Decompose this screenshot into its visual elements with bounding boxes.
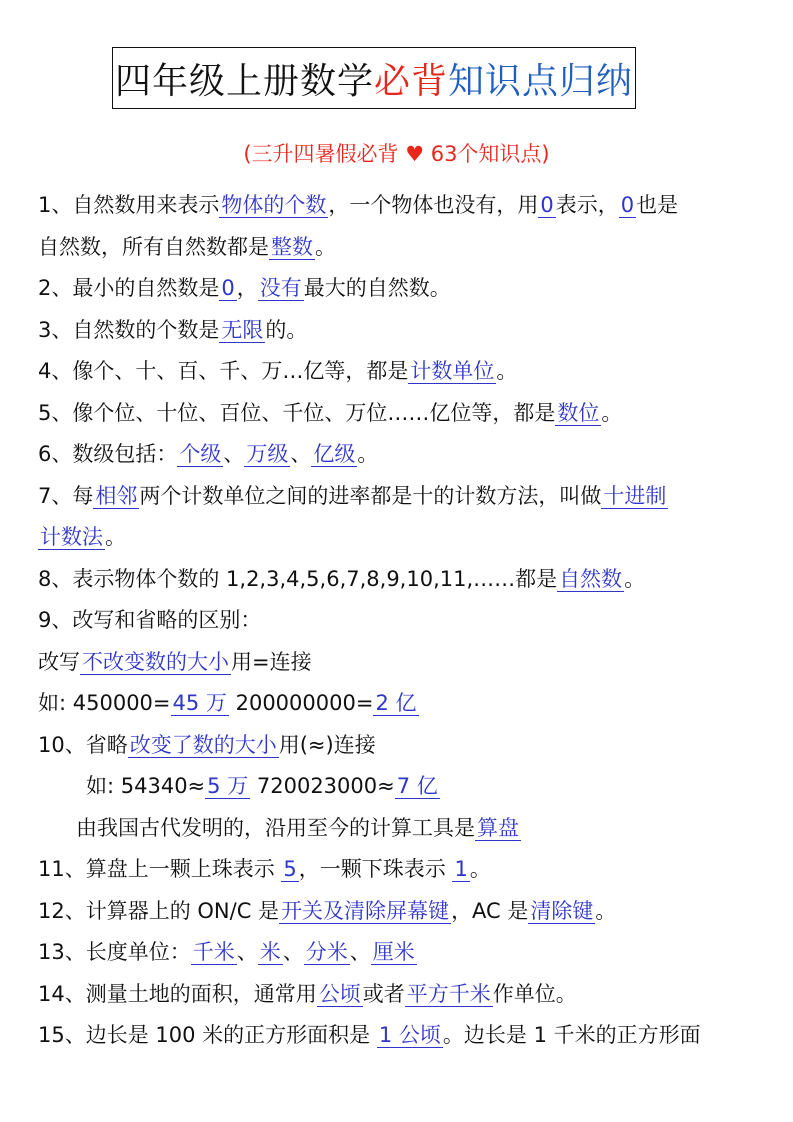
answer-blank: 无限 — [221, 318, 264, 342]
line-text: 作单位。 — [492, 982, 577, 1006]
answer-blank: 数位 — [557, 401, 600, 425]
line-text: 4、像个、十、百、千、万…亿等，都是 — [38, 359, 409, 383]
line-text: ，一个物体也没有，用 — [328, 193, 539, 217]
answer-blank: 计数法 — [40, 525, 103, 549]
knowledge-line — [38, 398, 622, 428]
line-text: 200000000= — [228, 691, 374, 715]
line-text: 15、边长是 100 米的正方形面积是 — [38, 1023, 377, 1047]
answer-blank: 千米 — [192, 940, 235, 964]
answer-blank: 改变了数的大小 — [129, 733, 277, 757]
answer-blank: 没有 — [259, 276, 302, 300]
line-text: 。 — [601, 401, 623, 425]
line-text: 。 — [357, 442, 379, 466]
knowledge-line — [38, 522, 126, 552]
subtitle: (三升四暑假必背 ♥ 63个知识点) — [243, 142, 550, 166]
title-part-3: 知识点归纳 — [448, 60, 634, 102]
answer-blank: 1 公顷 — [378, 1023, 441, 1047]
answer-blank: 计数单位 — [410, 359, 495, 383]
answer-blank: 算盘 — [477, 816, 519, 840]
answer-blank: 7 亿 — [396, 774, 438, 798]
answer-blank: 个级 — [179, 442, 222, 466]
knowledge-line — [38, 854, 491, 884]
answer-blank: 公顷 — [318, 982, 361, 1006]
line-text: 也是 — [636, 193, 679, 217]
line-text: 11、算盘上一颗上珠表示 — [38, 857, 282, 881]
line-text: 由我国古代发明的，沿用至今的计算工具是 — [76, 816, 475, 840]
answer-blank: 0 — [540, 193, 554, 217]
line-text: 。 — [496, 359, 518, 383]
knowledge-line — [38, 647, 312, 677]
line-text: 两个计数单位之间的进率都是十的计数方法，叫做 — [139, 484, 602, 508]
line-text: 自然数，所有自然数都是 — [38, 235, 269, 259]
line-text: 、 — [349, 940, 371, 964]
line-text: 13、长度单位： — [38, 940, 191, 964]
line-text: 。 — [469, 857, 491, 881]
answer-blank: 自然数 — [559, 567, 623, 591]
title-box — [112, 47, 636, 109]
knowledge-line — [86, 771, 440, 801]
line-text: 表示， — [555, 193, 619, 217]
line-text: 、 — [282, 940, 304, 964]
line-text: 、 — [223, 442, 245, 466]
line-text: 。 — [624, 567, 646, 591]
title-part-2: 必背 — [373, 60, 448, 102]
line-text: 用=连接 — [231, 650, 312, 674]
answer-blank: 米 — [259, 940, 281, 964]
line-text: 1、自然数用来表示 — [38, 193, 220, 217]
title-part-1: 四年级上册数学 — [114, 60, 374, 102]
knowledge-line — [38, 273, 451, 303]
answer-blank: 不改变数的大小 — [82, 650, 229, 674]
line-text: 5、像个位、十位、百位、千位、万位……亿位等，都是 — [38, 401, 556, 425]
knowledge-line — [38, 315, 307, 345]
line-text: 8、表示物体个数的 1,2,3,4,5,6,7,8,9,10,11,……都是 — [38, 567, 558, 591]
answer-blank: 分米 — [305, 940, 348, 964]
line-text: 、 — [290, 442, 312, 466]
knowledge-line — [38, 439, 378, 469]
line-text: 7、每 — [38, 484, 94, 508]
answer-blank: 5 万 — [207, 774, 249, 798]
answer-blank: 相邻 — [95, 484, 138, 508]
line-text: ，一颗下珠表示 — [298, 857, 453, 881]
answer-blank: 整数 — [271, 235, 313, 259]
knowledge-line — [38, 937, 417, 967]
line-text: 12、计算器上的 ON/C 是 — [38, 899, 280, 923]
knowledge-line — [38, 190, 678, 220]
answer-blank: 0 — [221, 276, 235, 300]
knowledge-line — [38, 481, 668, 511]
line-text: 14、测量土地的面积，通常用 — [38, 982, 317, 1006]
line-text: 、 — [236, 940, 258, 964]
answer-blank: 物体的个数 — [221, 193, 327, 217]
answer-blank: 亿级 — [313, 442, 356, 466]
answer-blank: 0 — [620, 193, 635, 217]
line-text: 。 — [105, 525, 126, 549]
knowledge-line — [38, 232, 336, 262]
answer-blank: 开关及清除屏幕键 — [281, 899, 450, 923]
answer-blank: 45 万 — [172, 691, 227, 715]
line-text: 10、省略 — [38, 733, 128, 757]
line-text: ，AC 是 — [451, 899, 529, 923]
line-text: ， — [236, 276, 258, 300]
answer-blank: 2 亿 — [375, 691, 417, 715]
answer-blank: 十进制 — [603, 484, 667, 508]
line-text: 2、最小的自然数是 — [38, 276, 220, 300]
answer-blank: 厘米 — [372, 940, 415, 964]
knowledge-line — [38, 564, 645, 594]
answer-blank: 1 — [454, 857, 468, 881]
line-text: 6、数级包括： — [38, 442, 178, 466]
line-text: 的。 — [265, 318, 308, 342]
knowledge-line — [38, 688, 419, 718]
line-text: 9、改写和省略的区别： — [38, 608, 262, 632]
knowledge-line — [38, 979, 577, 1009]
line-text: 。 — [315, 235, 336, 259]
line-text: 720023000≈ — [250, 774, 395, 798]
knowledge-line — [76, 813, 521, 843]
knowledge-line — [38, 1020, 701, 1050]
answer-blank: 5 — [283, 857, 297, 881]
line-text: 或者 — [362, 982, 405, 1006]
line-text: 3、自然数的个数是 — [38, 318, 220, 342]
line-text: 最大的自然数。 — [303, 276, 451, 300]
knowledge-line — [38, 896, 616, 926]
line-text: 。边长是 1 千米的正方形面 — [442, 1023, 701, 1047]
line-text: 如: 54340≈ — [86, 774, 206, 798]
knowledge-line — [38, 730, 376, 760]
answer-blank: 清除键 — [530, 899, 594, 923]
knowledge-line — [38, 605, 261, 635]
line-text: 用(≈)连接 — [278, 733, 376, 757]
answer-blank: 万级 — [246, 442, 289, 466]
line-text: 。 — [595, 899, 617, 923]
line-text: 改写 — [38, 650, 80, 674]
answer-blank: 平方千米 — [406, 982, 491, 1006]
knowledge-line — [38, 356, 517, 386]
line-text: 如: 450000= — [38, 691, 171, 715]
